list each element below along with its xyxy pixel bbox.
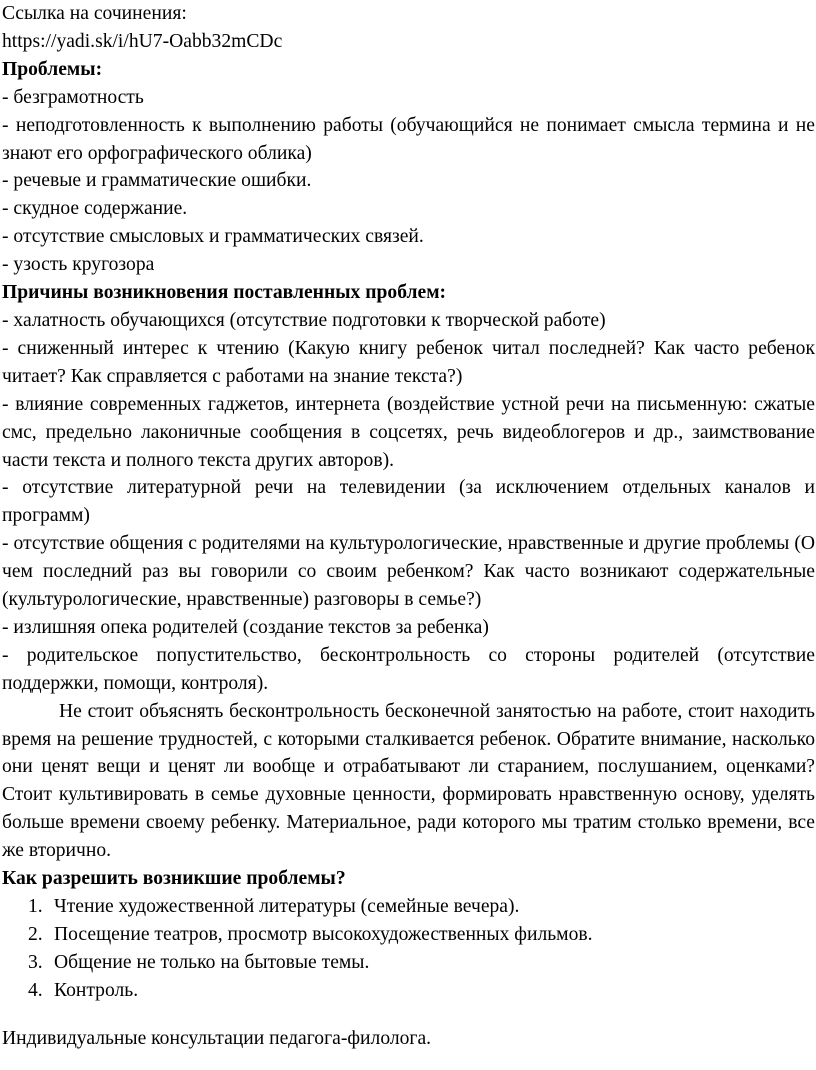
solution-item	[2, 893, 815, 921]
problem-item: - речевые и грамматические ошибки.	[2, 170, 312, 192]
problem-item: - отсутствие смысловых и грамматических связей.	[2, 226, 424, 248]
cause-item: - родительское попустительство, бесконтрольность со стороны родителей (отсутствие поддержки, помощи, контроля).	[2, 644, 815, 694]
cause-item: - сниженный интерес к чтению (Какую книгу ребенок читал последней? Как часто ребенок читает? Как справляется с работами на знание текста?)	[2, 337, 815, 387]
solution-item	[2, 949, 815, 977]
cause-item: - излишняя опека родителей (создание текстов за ребенка)	[2, 616, 489, 638]
cause-item: - отсутствие литературной речи на телевидении (за исключением отдельных каналов и программ)	[2, 477, 815, 527]
solution-text: Общение не только на бытовые темы.	[54, 951, 370, 973]
solution-number: 3.	[28, 951, 43, 973]
solution-number: 1.	[28, 896, 43, 917]
problem-item: - скудное содержание.	[2, 198, 188, 220]
problem-item: - узость кругозора	[2, 254, 155, 276]
problem-item: - безграмотность	[2, 86, 144, 108]
essays-link-label: Ссылка на сочинения:	[2, 3, 187, 24]
essays-link[interactable]: https://yadi.sk/i/hU7-Oabb32mCDc	[2, 30, 283, 52]
solution-text: Чтение художественной литературы (семейные вечера).	[54, 896, 520, 917]
solutions-heading: Как разрешить возникшие проблемы?	[2, 868, 346, 890]
solution-number: 4.	[28, 979, 43, 1001]
solution-item	[2, 977, 815, 1005]
advice-paragraph: Не стоит объяснять бесконтрольность бесконечной занятостью на работе, стоит находить время на решение трудностей, с которыми сталкивается ребенок. Обратите внимание, насколько они ценят вещи и ценят ли вообще и отрабатывают ли старанием, послушанием, оценками? Стоит культивировать в семье духовные ценности, формировать нравственную основу, уделять больше времени своему ребенку. Материальное, ради которого мы тратим столько времени, все же вторично.	[2, 700, 815, 862]
solution-number: 2.	[28, 923, 43, 945]
cause-item: - халатность обучающихся (отсутствие подготовки к творческой работе)	[2, 309, 606, 331]
cause-item: - отсутствие общения с родителями на культурологические, нравственные и другие проблемы (О чем последний раз вы говорили со своим ребенком? Как часто возникают содержательные (культурологические, нравственные) разговоры в семье?)	[2, 533, 815, 611]
problem-item: - неподготовленность к выполнению работы (обучающийся не понимает смысла термина и не знают его орфографического облика)	[2, 114, 815, 164]
solution-text: Контроль.	[54, 979, 139, 1001]
cause-item: - влияние современных гаджетов, интернета (воздействие устной речи на письменную: сжатые смс, предельно лаконичные сообщения в соцсетях, речь видеоблогеров и др., заимствование части текста и полного текста других авторов).	[2, 393, 815, 471]
problems-heading: Проблемы:	[2, 58, 103, 80]
solution-text: Посещение театров, просмотр высокохудожественных фильмов.	[54, 923, 593, 945]
footer-note: Индивидуальные консультации педагога-филолога.	[2, 1027, 432, 1049]
solutions-list	[2, 893, 815, 1005]
solution-item	[2, 921, 815, 949]
causes-heading: Причины возникновения поставленных проблем:	[2, 282, 447, 304]
